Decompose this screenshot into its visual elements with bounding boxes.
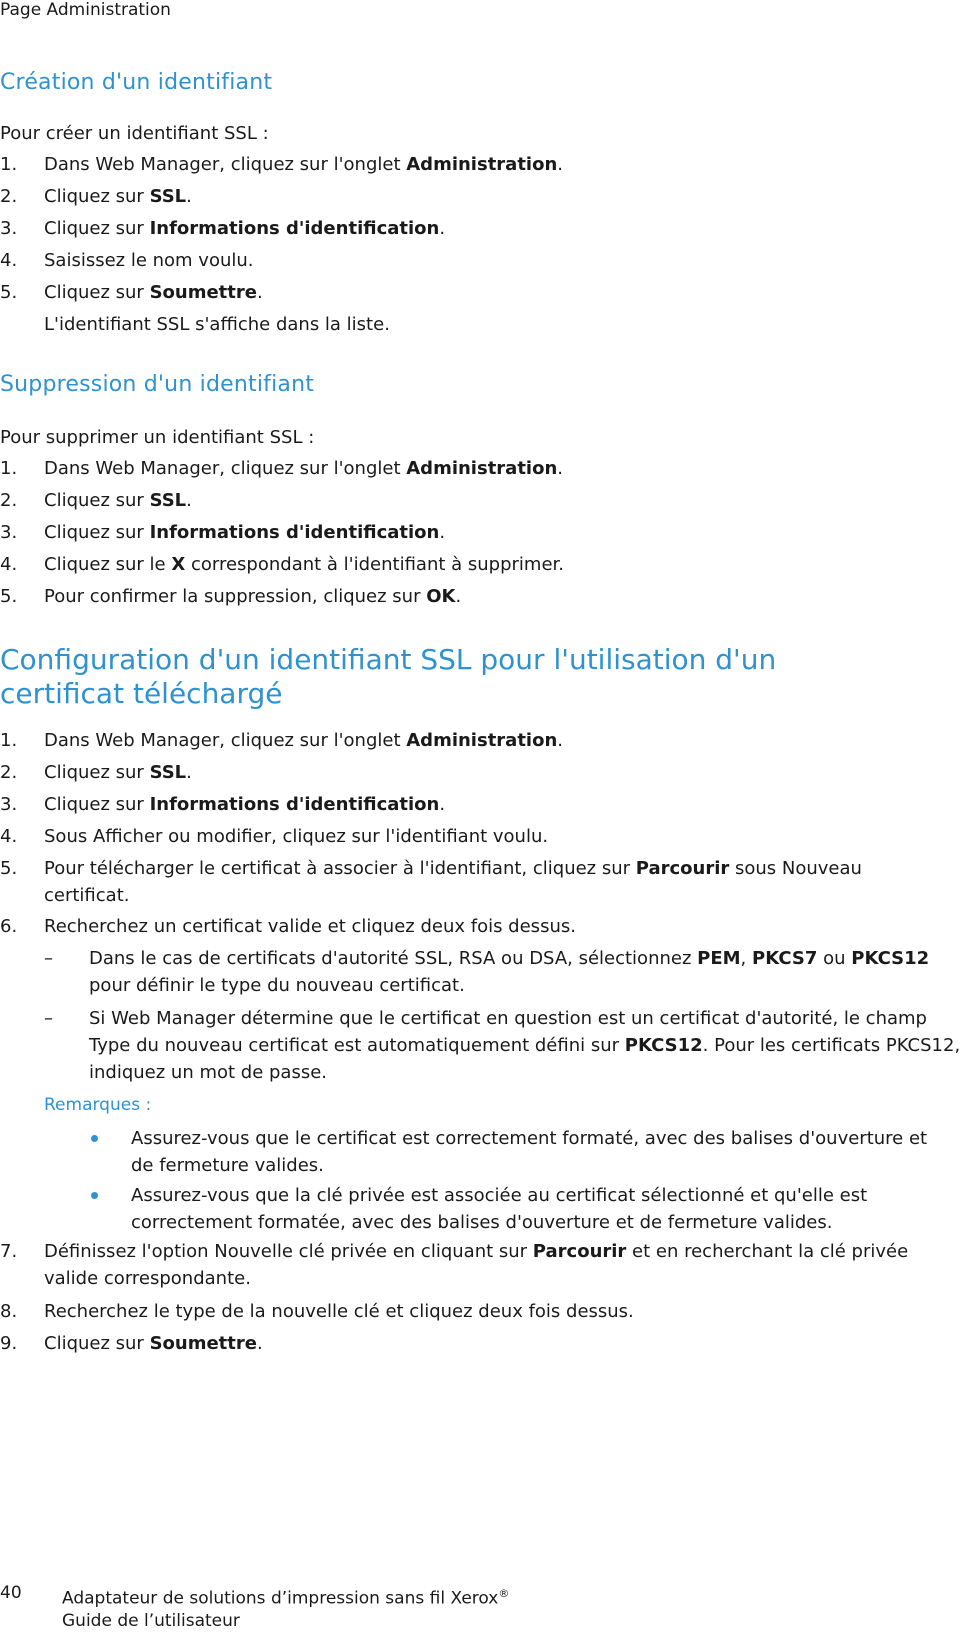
intro-delete: Pour supprimer un identifiant SSL : bbox=[0, 427, 315, 448]
section-title-delete: Suppression d'un identifiant bbox=[0, 372, 315, 397]
footer-title: Adaptateur de solutions d’impression sans fil Xerox® Guide de l’utilisateur bbox=[62, 1587, 510, 1631]
section-title-create: Création d'un identifiant bbox=[0, 70, 273, 95]
running-header: Page Administration bbox=[0, 0, 171, 20]
notes-label: Remarques : bbox=[44, 1095, 152, 1115]
bullet-icon bbox=[91, 1135, 98, 1142]
bullet-icon bbox=[91, 1192, 98, 1199]
intro-create: Pour créer un identifiant SSL : bbox=[0, 123, 269, 144]
page-number: 40 bbox=[0, 1583, 22, 1603]
section-title-configure: Configuration d'un identifiant SSL pour l'utilisation d'un certificat téléchargé bbox=[0, 643, 777, 710]
